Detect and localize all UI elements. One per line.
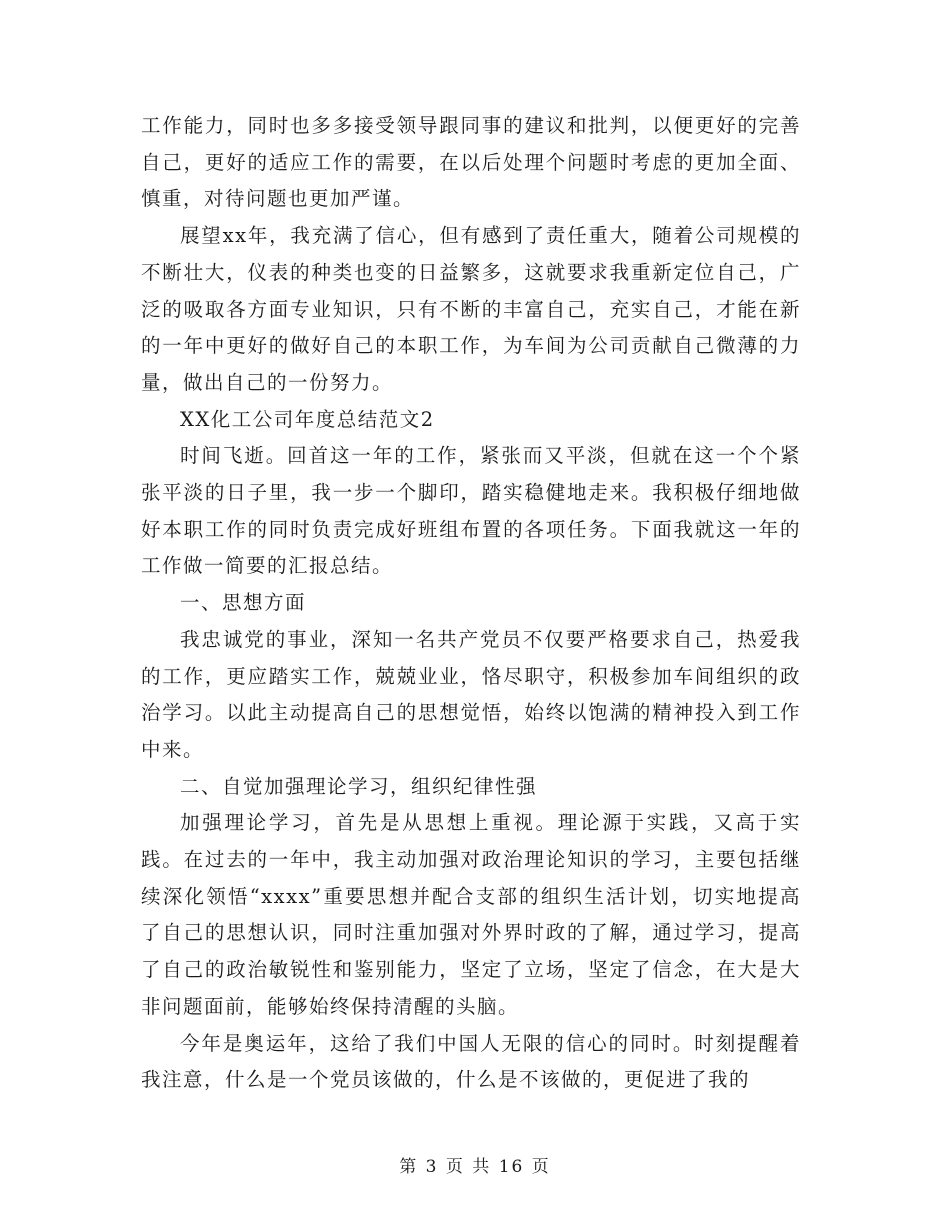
heading-thought: 一、思想方面 bbox=[180, 591, 307, 615]
page-number-footer: 第 3 页 共 16 页 bbox=[399, 1157, 551, 1177]
paragraph-thought: 我忠诚党的事业，深知一名共产党员不仅要严格要求自己，热爱我的工作，更应踏实工作，兢兢业业，恪尽职守，积极参加车间组织的政治学习。以此主动提高自己的思想觉悟，始终以饱满的精神投入到工作中来。 bbox=[141, 627, 801, 761]
document-body bbox=[141, 108, 801, 1099]
paragraph-olympic-year: 今年是奥运年，这给了我们中国人无限的信心的同时。时刻提醒着我注意，什么是一个党员该做的，什么是不该做的，更促进了我的 bbox=[141, 1031, 801, 1092]
paragraph-theory-study: 加强理论学习，首先是从思想上重视。理论源于实践，又高于实践。在过去的一年中，我主动加强对政治理论知识的学习，主要包括继续深化领悟“xxxx”重要思想并配合支部的组织生活计划，切实地提高了自己的思想认识，同时注重加强对外界时政的了解，通过学习，提高了自己的政治敏锐性和鉴别能力，坚定了立场，坚定了信念，在大是大非问题面前，能够始终保持清醒的头脑。 bbox=[141, 811, 801, 1018]
paragraph-outlook: 展望xx年，我充满了信心，但有感到了责任重大，随着公司规模的不断壮大，仪表的种类也变的日益繁多，这就要求我重新定位自己，广泛的吸取各方面专业知识，只有不断的丰富自己，充实自己，才能在新的一年中更好的做好自己的本职工作，为车间为公司贡献自己微薄的力量，做出自己的一份努力。 bbox=[141, 224, 801, 394]
section-title: XX化工公司年度总结范文2 bbox=[180, 407, 435, 431]
paragraph-continuation: 工作能力，同时也多多接受领导跟同事的建议和批判，以便更好的完善自己，更好的适应工作的需要，在以后处理个问题时考虑的更加全面、慎重，对待问题也更加严谨。 bbox=[141, 114, 801, 211]
paragraph-intro: 时间飞逝。回首这一年的工作，紧张而又平淡，但就在这一个个紧张平淡的日子里，我一步一个脚印，踏实稳健地走来。我积极仔细地做好本职工作的同时负责完成好班组布置的各项任务。下面我就这一年的工作做一简要的汇报总结。 bbox=[141, 444, 801, 578]
heading-theory-study: 二、自觉加强理论学习，组织纪律性强 bbox=[180, 774, 538, 798]
